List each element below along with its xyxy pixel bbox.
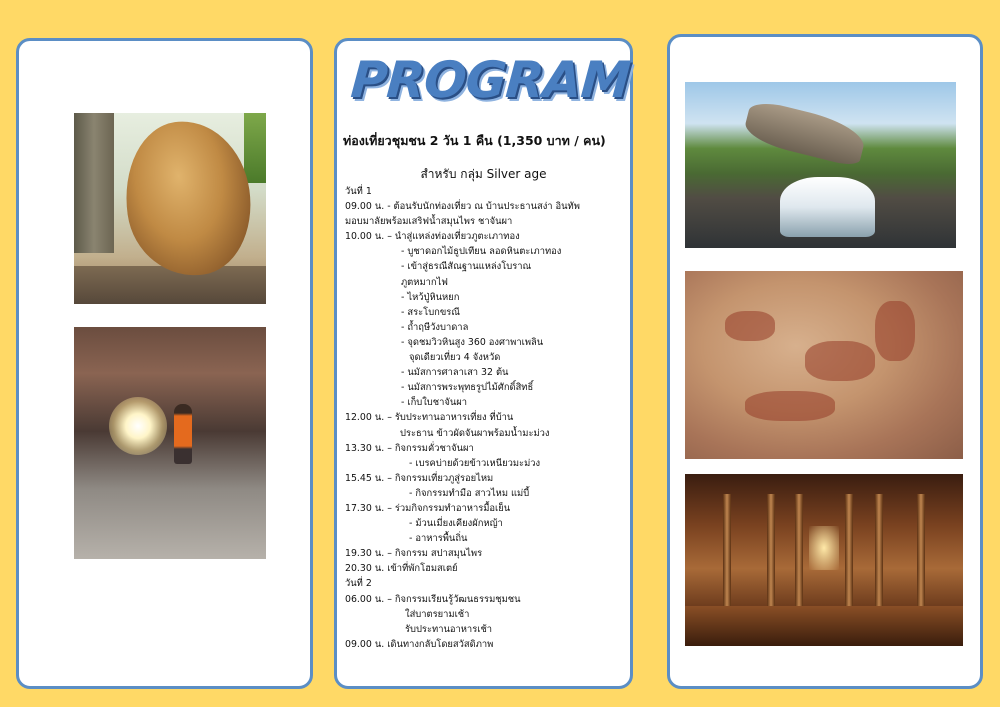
schedule-list	[345, 184, 630, 652]
left-panel	[16, 38, 313, 689]
schedule-item: วันที่ 2	[345, 578, 372, 590]
schedule-item: 09.00 น. - ต้อนรับนักท่องเที่ยว ณ บ้านประธานสง่า อินทัพ	[345, 201, 580, 213]
schedule-item: มอบมาลัยพร้อมเสริฟน้ำสมุนไพร ชาจันผา	[345, 216, 513, 228]
schedule-item: วันที่ 1	[345, 186, 372, 197]
schedule-item: 17.30 น. – ร่วมกิจกรรมทำอาหารมื้อเย็น	[345, 502, 511, 514]
rock-painting-photo	[685, 271, 963, 459]
schedule-item: 13.30 น. – กิจกรรมคั่วชาจันผา	[345, 442, 474, 454]
schedule-item: - อาหารพื้นถิ่น	[409, 533, 468, 545]
program-subtitle: ท่องเที่ยวชุมชน 2 วัน 1 คืน (1,350 บาท / คน)	[343, 133, 606, 148]
schedule-item: - เบรคบ่ายด้วยข้าวเหนียวมะม่วง	[409, 457, 541, 469]
schedule-item: 15.45 น. – กิจกรรมเที่ยวภูสู่รอยไหม	[345, 472, 494, 484]
balancing-rock-photo	[74, 113, 266, 304]
program-panel	[334, 38, 633, 689]
schedule-item: 09.00 น. เดินทางกลับโดยสวัสดิภาพ	[345, 638, 494, 650]
schedule-item: จุดเดียวเที่ยว 4 จังหวัด	[409, 352, 501, 364]
right-panel	[667, 34, 983, 689]
schedule-item: ใส่บาตรยามเช้า	[405, 608, 470, 620]
schedule-item: 20.30 น. เข้าที่พักโฮมสเตย์	[345, 563, 458, 575]
waterfall-photo	[685, 82, 956, 248]
schedule-item: 19.30 น. – กิจกรรม สปาสมุนไพร	[345, 548, 483, 560]
wooden-hall-photo	[685, 474, 963, 646]
schedule-item: - นมัสการศาลาเสา 32 ต้น	[401, 367, 509, 379]
schedule-item: - นมัสการพระพุทธรูปไม้ศักดิ์สิทธิ์	[401, 382, 534, 394]
schedule-item: - บูชาดอกไม้ธูปเทียน ลอดหินตะเภาทอง	[401, 246, 562, 258]
schedule-item: ประธาน ข้าวผัดจันผาพร้อมน้ำมะม่วง	[400, 427, 550, 439]
schedule-item: 10.00 น. – นำสู่แหล่งท่องเที่ยวภูตะเภาทอง	[345, 231, 520, 243]
schedule-item: - กิจกรรมทำมือ สาวไหม แม่บี้	[409, 487, 530, 499]
schedule-item: - สระโบกขรณี	[401, 306, 460, 318]
cave-photo	[74, 327, 266, 559]
schedule-item: - ม้วนเมี่ยงเคียงผักหญ้า	[409, 518, 503, 530]
schedule-item: - เข้าสู่ธรณีสัณฐานแหล่งโบราณ	[401, 261, 532, 273]
schedule-item: 12.00 น. – รับประทานอาหารเที่ยง ที่บ้าน	[345, 412, 514, 424]
target-group: สำหรับ กลุ่ม Silver age	[420, 167, 547, 181]
schedule-item: - ถ้ำฤษีวังบาดาล	[401, 321, 469, 333]
schedule-item: - ไหว้ปู่หินหยก	[401, 291, 460, 303]
schedule-item: - เก็บใบชาจันผา	[401, 397, 468, 409]
program-title: PROGRAM	[348, 51, 632, 109]
schedule-item: รับประทานอาหารเช้า	[405, 623, 493, 635]
schedule-item: ภูตหมากไฟ	[401, 276, 448, 288]
schedule-item: - จุดชมวิวหินสูง 360 องศาพาเพลิน	[401, 336, 544, 348]
schedule-item: 06.00 น. – กิจกรรมเรียนรู้วัฒนธรรมชุมชน	[345, 593, 521, 605]
